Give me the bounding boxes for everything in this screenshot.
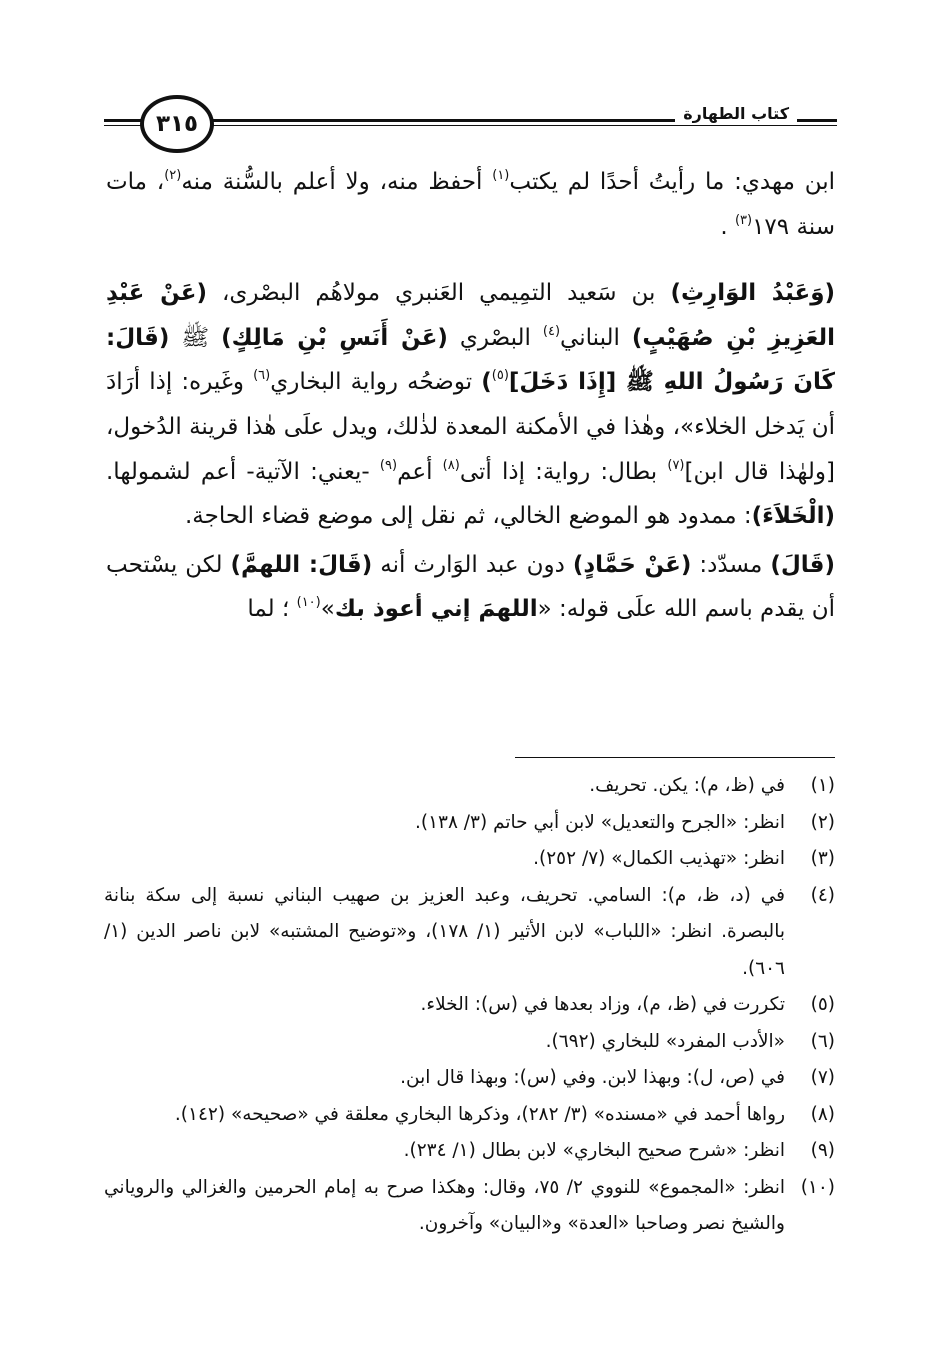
text-run: أعم: [397, 458, 443, 485]
footnote-text: رواها أحمد في «مسنده» (٣/ ٢٨٢)، وذكرها البخاري معلقة في «صحيحه» (١٤٢).: [174, 1103, 785, 1125]
quoted-hadith-text: (الْخَلاَءَ): [751, 503, 835, 530]
footnote-text: انظر: «المجموع» للنووي ٢/ ٧٥، وقال: وهكذا صرح به إمام الحرمين والغزالي والروياني والشيخ نصر وصاحبا «العدة» و«البيان» وآخرون.: [104, 1176, 785, 1234]
footnote-text: انظر: «شرح صحيح البخاري» لابن بطال (١/ ٢٣٤).: [403, 1140, 785, 1161]
footnote-ref-5: (٥): [491, 368, 509, 384]
footnote-item: [104, 1097, 835, 1134]
footnote-text: في (د، ظ، م): السامي. تحريف، وعبد العزيز بن صهيب البناني نسبة إلى سكة بنانة بالبصرة. انظر: «اللباب» لابن الأثير (١/ ١٧٨)، و«توضيح المشتبه» لابن ناصر الدين (١/ ٦٠٦).: [104, 884, 785, 979]
text-run: : ممدود هو الموضع الخالي، ثم نقل إلى موضع قضاء الحاجة.: [184, 503, 752, 530]
footnote-ref-7: (٧): [667, 457, 685, 473]
footnote-ref-9: (٩): [379, 457, 398, 473]
quoted-hadith-text: (عَنْ عَبْدِ العَزِيزِ بْنِ صُهَيْبٍ): [106, 280, 836, 351]
text-run: دون عبد الوَارث أنه: [372, 551, 573, 578]
footnote-ref-8: (٨): [442, 457, 460, 473]
text-run: بطال: رواية: إذا أتى: [459, 458, 668, 485]
text-run: -يعني: الآتية- أعم لشمولها.: [106, 458, 380, 485]
footnote-number: (٨): [810, 1103, 835, 1125]
footnote-item: [104, 805, 835, 842]
footnote-text: «الأدب المفرد» للبخاري (٦٩٢).: [545, 1030, 785, 1052]
text-run: البصْري: [447, 324, 543, 351]
text-run: ، مات سنة ١٧٩: [106, 169, 835, 240]
paragraph-3: [106, 543, 835, 632]
footnote-item: [104, 1060, 835, 1097]
footnote-ref-6: (٦): [253, 368, 271, 384]
footnote-ref-1: (١): [492, 168, 510, 183]
footnote-number: (٤): [810, 884, 835, 906]
text-run: بن سَعيد التمِيمي العَنبري مولاهُم البصْرى،: [207, 280, 671, 307]
text-run: لكن يسْتحب أن يقدم باسم الله علَى قوله: «: [106, 551, 835, 623]
footnote-text: في (ص، ل): وبهذا لابن. وفي (س): وبهذا قال ابن.: [400, 1067, 785, 1088]
paragraph-1: [106, 160, 835, 249]
text-run: وغَيره: إذا أرَادَ أن يَدخل الخلاء»، وهٰذا في الأمكنة المعدة لذٰلك، ويدل علَى هٰذا قرينة الدُخول، [ولهٰذا قال ابن]: [106, 369, 836, 485]
footnote-ref-10: (١٠): [296, 595, 321, 611]
quoted-hadith-text: (عَنْ حَمَّادٍ): [572, 551, 692, 578]
quoted-hadith-text: اللهمَ إني أعوذ بك: [334, 596, 538, 623]
text-run: ابن مهدي: ما رأيتُ أحدًا لم يكتب: [509, 169, 835, 195]
text-run: ؛ لما: [247, 596, 297, 623]
footnote-number: (١٠): [800, 1176, 835, 1198]
page-number: ٣١٥: [140, 95, 214, 153]
footnote-text: انظر: «الجرح والتعديل» لابن أبي حاتم (٣/ ١٣٨).: [414, 811, 785, 833]
footnote-number: (٧): [810, 1067, 835, 1088]
quoted-hadith-text: ): [481, 369, 492, 396]
footnote-item: [104, 1024, 835, 1061]
quoted-hadith-text: (قَالَ: كَانَ رَسُولُ اللهِ ﷺ [إِذَا دَخَلَ]: [106, 324, 836, 396]
running-title: كتاب الطهارة: [675, 103, 797, 125]
honorific-symbol: ﷺ: [169, 324, 222, 351]
footnote-number: (٢): [810, 811, 835, 833]
footnote-number: (٥): [810, 994, 835, 1015]
quoted-hadith-text: (عَنْ أَنَسِ بْنِ مَالِكٍ): [221, 324, 448, 351]
footnote-item: [104, 768, 835, 805]
text-run: مسدّد:: [691, 551, 771, 578]
footnote-number: (٣): [810, 848, 835, 869]
footnote-text: تكررت في (ظ، م)، وزاد بعدها في (س): الخلاء.: [420, 994, 785, 1015]
text-run: البناني: [560, 324, 632, 351]
footnote-separator: [515, 757, 835, 758]
footnote-item: [104, 841, 835, 878]
footnote-number: (٩): [810, 1140, 835, 1161]
footnotes: [104, 768, 835, 1243]
quoted-hadith-text: (قَالَ: اللهمَّ): [230, 551, 373, 578]
footnote-item: [104, 1133, 835, 1170]
page-header: [104, 93, 837, 153]
footnote-number: (٦): [810, 1030, 835, 1052]
footnote-ref-4: (٤): [542, 323, 561, 339]
footnote-item: [104, 878, 835, 988]
footnote-item: [104, 1170, 835, 1243]
footnote-item: [104, 987, 835, 1024]
footnote-text: في (ظ، م): يكن. تحريف.: [589, 775, 785, 796]
footnote-ref-2: (٢): [164, 168, 182, 183]
text-run: »: [320, 596, 335, 623]
text-run: توضحُه رواية البخاري: [270, 369, 482, 396]
quoted-hadith-text: (قَالَ): [770, 551, 836, 578]
footnote-ref-3: (٣): [734, 212, 753, 228]
footnote-text: انظر: «تهذيب الكمال» (٧/ ٢٥٢).: [533, 848, 785, 869]
quoted-hadith-text: (وَعَبْدُ الوَارِثِ): [670, 280, 835, 307]
footnote-number: (١): [810, 775, 835, 796]
paragraph-2: [106, 271, 835, 539]
main-text: [106, 160, 835, 632]
text-run: أحفظ منه، ولا أعلم بالسُّنة منه: [181, 169, 493, 195]
text-run: .: [720, 213, 735, 240]
